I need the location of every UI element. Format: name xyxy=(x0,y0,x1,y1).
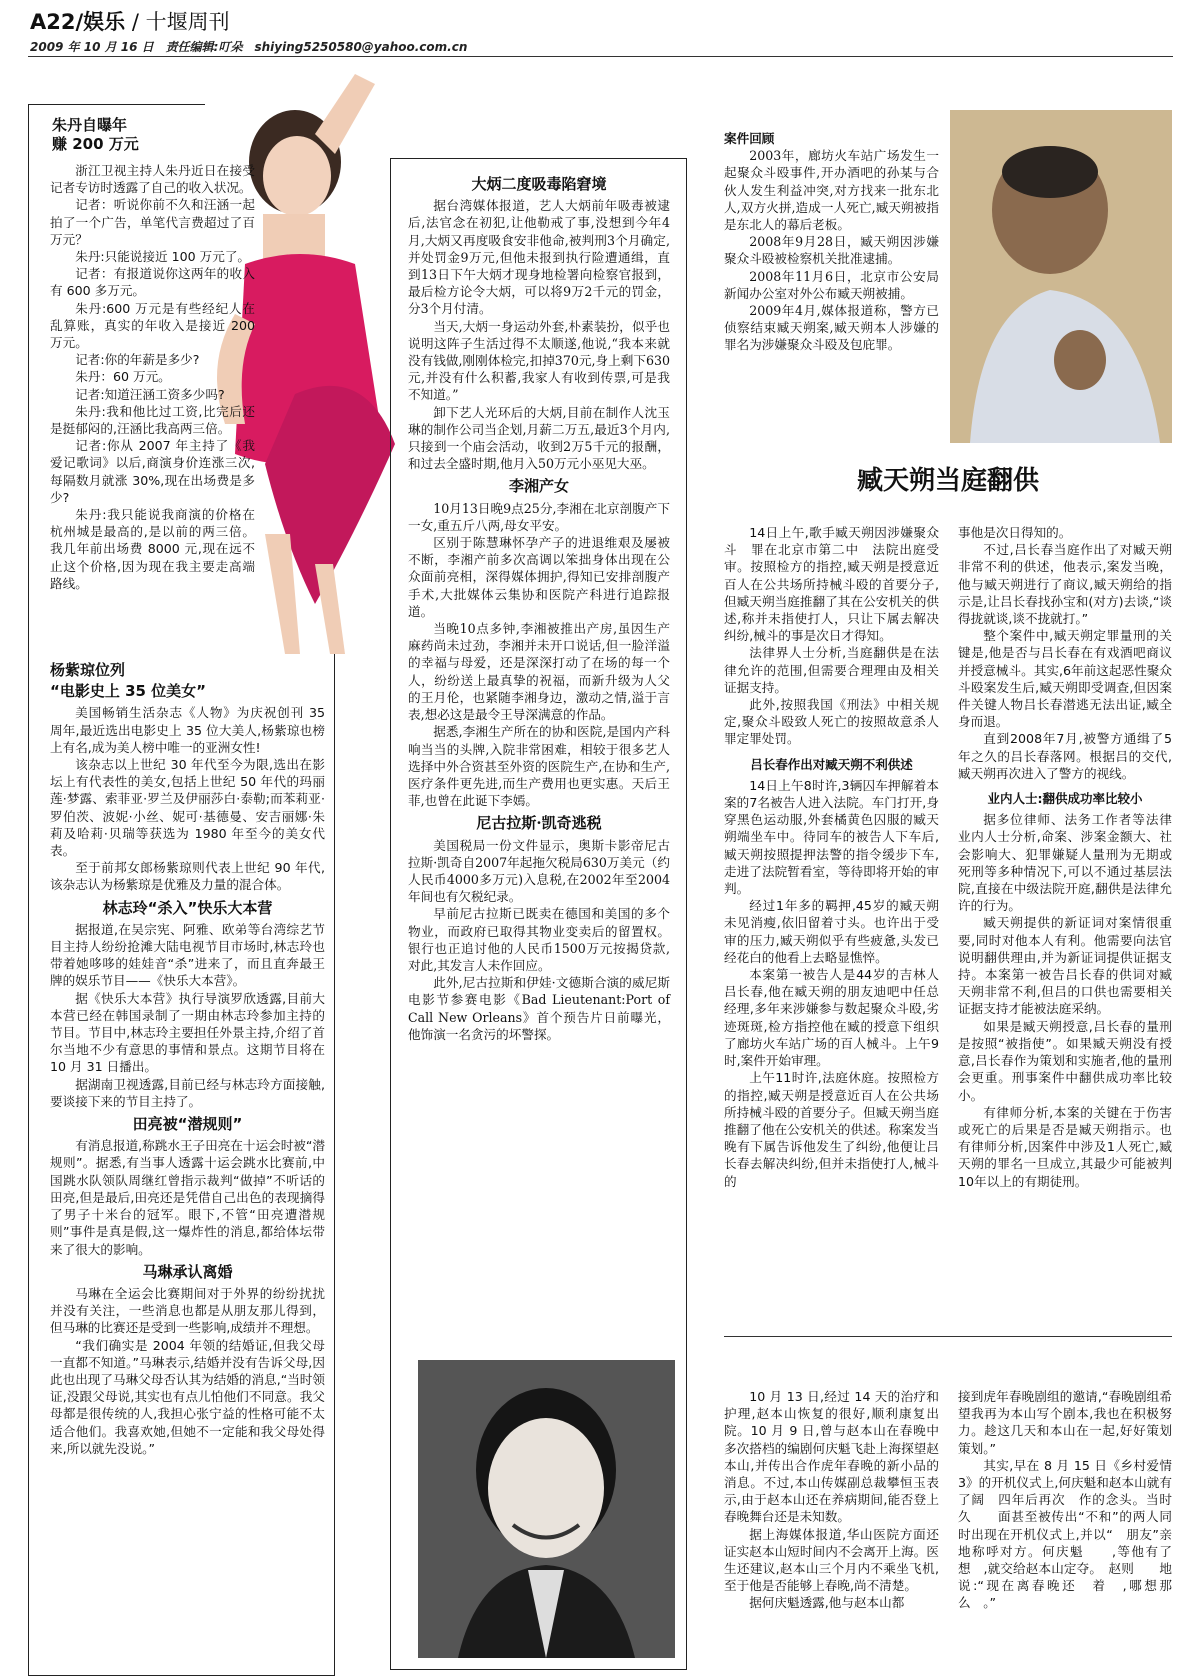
paragraph: 10 月 13 日,经过 14 天的治疗和护理,赵本山恢复的很好,顺利康复出院。10 月 9 日,曾与赵本山在春晚中多次搭档的编剧何庆魁飞赴上海探望赵本山,并传出合作虎年春晚的新小品的消息。不过,本山传媒副总裁攀恒玉表示,由于赵本山还在养病期间,能否登上春晚舞台还是未知数。 xyxy=(724,1389,939,1525)
zhudan-title-line2: 赚 200 万元 xyxy=(52,135,139,153)
paragraph: 记者:你从 2007 年主持了《我爱记歌词》以后,商演身价连涨三次,每隔数月就涨 30%,现在出场费是多少? xyxy=(50,438,255,505)
paragraph: 美国畅销生活杂志《人物》为庆祝创刊 35 周年,最近选出电影史上 35 位大美人,杨紫琼也榜上有名,成为美人榜中唯一的亚洲女性! xyxy=(50,705,325,755)
paragraph: 不过,吕长春当庭作出了对臧天朔非常不利的供述，他表示,案发当晚，他与臧天朔进行了商议,臧天朔给的指示是,让吕长春找孙宝和(对方)去谈,“谈得拢就谈,谈不拢就打。” xyxy=(958,542,1172,627)
zang-left-column xyxy=(724,524,939,1319)
paragraph: 2008年11月6日，北京市公安局新闻办公室对外公布臧天朔被捕。 xyxy=(724,268,939,301)
paragraph: 此外,按照我国《刑法》中相关规定,聚众斗殴致人死亡的按照故意杀人罪定罪处罚。 xyxy=(724,697,939,747)
paragraph: 区别于陈慧琳怀孕产子的进退维艰及屡被不断，李湘产前多次高调以笨拙身体出现在公众面前亮相，深得媒体拥护,得知已安排剖腹产手术,大批媒体云集协和医院产科进行追踪报道。 xyxy=(408,535,670,619)
masthead-separator: / xyxy=(125,10,146,34)
paragraph: 据湖南卫视透露,目前已经与林志玲方面接触,要谈接下来的节目主持了。 xyxy=(50,1076,325,1109)
paragraph: 据多位律师、法务工作者等法律业内人士分析,命案、涉案金额大、社会影响大、犯罪嫌疑人量刑为无期或死刑等多种情况下,可以不通过基层法院,直接在中级法院开庭,翻供是法律允许的行为。 xyxy=(958,812,1172,914)
paragraph: 该杂志以上世纪 30 年代至今为限,选出在影坛上有代表性的美女,包括上世纪 50 年代的玛丽莲·梦露、索菲亚·罗兰及伊丽莎白·泰勒;而苯莉亚·罗伯茨、波妮·小丝、妮可·基德曼、安吉丽娜·朱莉及哈莉·贝瑞等获选为 1980 年至今的美女代表。 xyxy=(50,757,325,859)
paragraph: 直到2008年7月,被警方通缉了5年之久的吕长春落网。根据吕的交代,臧天朔再次进入了警方的视线。 xyxy=(958,731,1172,781)
paragraph: 朱丹：60 万元。 xyxy=(75,369,171,385)
dabing-title: 大炳二度吸毒陷窘境 xyxy=(471,175,607,193)
dateline: 2009 年 10 月 16 日 责任编辑:叮朵 shiying5250580@yahoo.com.cn xyxy=(30,40,468,54)
paragraph: 本案第一被告人是44岁的吉林人吕长春,他在臧天朔的朋友迪吧中任总经理,多年来涉嫌参与数起聚众斗殴,劣迹斑斑,检方指控他在臧的授意下组织了廊坊火车站广场的百人械斗。上午9时,案件开始审理。 xyxy=(724,967,939,1069)
zang-photo xyxy=(950,110,1172,443)
paragraph: 此外,尼古拉斯和伊娃·文德斯合演的威尼斯电影节参赛电影《Bad Lieutenant:Port of Call New Orleans》首个预告片日前曝光，他饰演一名贪污的坏警探。 xyxy=(408,975,670,1042)
paragraph: 朱丹:只能说接近 100 万元了。 xyxy=(75,249,251,265)
paragraph: 经过1年多的羁押,45岁的臧天朔未见消瘦,依旧留着寸头。也许出于受审的压力,臧天朔似乎有些疲惫,头发已经花白的他看上去略显憔悴。 xyxy=(724,898,939,965)
paragraph: 据台湾媒体报道，艺人大炳前年吸毒被逮后,法官念在初犯,让他勒戒了事,没想到今年4月,大炳又再度吸食安非他命,被判刑3个月确定,并处罚金9万元,但他未报到执行险遭通缉，直到13日下午大炳才现身地检署向检察官报到，最后检方论令大炳，可以将9万2千元的罚金，分3个月付清。 xyxy=(408,198,670,317)
paragraph: 据上海媒体报道,华山医院方面还证实赵本山短时间内不会离开上海。医生还建议,赵本山三个月内不乘坐飞机,至于他是否能够上春晚,尚不清楚。 xyxy=(724,1526,939,1594)
paragraph: 14日上午,歌手臧天朔因涉嫌聚众斗 罪在北京市第二中 法院出庭受审。按照检方的指控,臧天朔是授意近百人在公共场所持械斗殴的首要分子,但臧天朔当庭推翻了其在公安机关的供述,称并未指使打人，只让下属去解决纠纷,械斗的事是次日才得知。 xyxy=(724,525,939,644)
paragraph: 据何庆魁透露,他与赵本山都 xyxy=(749,1595,905,1611)
paragraph: 2009年4月,媒体报道称，警方已侦察结束臧天朔案,臧天朔本人涉嫌的罪名为涉嫌聚众斗殴及包庇罪。 xyxy=(724,303,939,353)
paragraph: 记者：有报道说你这两年的收入有 600 多万元。 xyxy=(50,266,255,299)
paragraph: 有消息报道,称跳水王子田亮在十运会时被“潜规则”。据悉,有当事人透露十运会跳水比赛前,中国跳水队领队周继红曾指示裁判“做掉”不听话的田亮,但是最后,田亮还是凭借自己出色的表现摘得了男子十米台的冠军。眼下,不管“田亮遭潜规则”事件是真是假,这一爆炸性的消息,都给体坛带来了很大的影响。 xyxy=(50,1138,325,1257)
paragraph: 上午11时许,法庭休庭。按照检方的指控,臧天朔是授意近百人在公共场所持械斗殴的首要分子。但臧天朔当庭推翻了他在公安机关的供述。称案发当晚有下属告诉他发生了纠纷,他便让吕长春去解决纠纷,但并未指使打人,械斗的 xyxy=(724,1070,939,1189)
yang-title-line1: 杨紫琼位列 xyxy=(50,661,126,679)
cage-photo xyxy=(418,1360,675,1658)
paragraph: 记者:知道汪涵工资多少吗? xyxy=(75,386,225,402)
zhudan-article xyxy=(50,162,255,644)
paragraph: 如果是臧天朔授意,吕长春的量刑是按照“被指使”。如果臧天朔没有授意,吕长春作为策划和实施者,他的量刑会更重。刑事案件中翻供成功率比较小。 xyxy=(958,1018,1172,1103)
zhao-right-column xyxy=(958,1388,1185,1670)
case-review xyxy=(724,130,939,445)
paragraph: 据《快乐大本营》执行导演罗欣透露,目前大本营已经在韩国录制了一期由林志玲参加主持的节目。节目中,林志玲主要担任外景主持,介绍了首尔当地不少有意思的事情和景点。这期节目将在 10 月 31 日播出。 xyxy=(50,990,325,1075)
ma-title: 马琳承认离婚 xyxy=(142,1262,233,1281)
lin-title: 林志玲“杀入”快乐大本营 xyxy=(102,898,273,917)
col2-articles xyxy=(408,170,670,1370)
paragraph: 朱丹:我和他比过工资,比完后还是挺郁闷的,汪涵比我高两三倍。 xyxy=(50,403,255,437)
paragraph: 记者：听说你前不久和汪涵一起拍了一个广告，单笔代言费超过了百万元？ xyxy=(50,197,255,247)
paragraph: 早前尼古拉斯已既卖在德国和美国的多个物业，而政府已取得其物业变卖后的留置权。银行也正追讨他的人民币1500万元按揭贷款,对此,其发言人未作回应。 xyxy=(408,906,670,973)
paragraph: 据悉,李湘生产所在的协和医院,是国内产科响当当的头牌,入院非常困难，相较于很多艺人选择中外合资甚至外资的医院生产,在协和生产,医疗条件更先进,而生产费用也更实惠。天后王菲,也曾在此诞下李嫣。 xyxy=(408,724,670,809)
paragraph: 其实,早在 8 月 15 日《乡村爱情 3》的开机仪式上,何庆魁和赵本山就有了阔 四年后再次 作的念头。当时久 面甚至被传出“不和”的两人同时出现在开机仪式上,并以“ 朋友”亲 地称呼对方。何庆魁 ,等他有了想 ,就交给赵本山定夺。 赵则 地说:“现在离春晚还 着 ,哪想那么 。” xyxy=(958,1457,1185,1611)
paragraph: 有律师分析,本案的关键在于伤害或死亡的后果是否是臧天朔指示。也有律师分析,因案件中涉及1人死亡,臧天朔的罪名一旦成立,其最少可能被判10年以上的有期徒刑。 xyxy=(958,1104,1172,1189)
zhudan-title-line1: 朱丹自曝年 xyxy=(52,116,128,134)
paragraph: 至于前邦女郎杨紫琼则代表上世纪 90 年代,该杂志认为杨紫琼是优雅及力量的混合体。 xyxy=(50,860,325,893)
paragraph: 美国税局一份文件显示，奥斯卡影帝尼古拉斯·凯奇自2007年起拖欠税局630万美元（约人民币4000多万元)入息税,在2002年至2004年间也有欠税纪录。 xyxy=(408,837,670,905)
section-name: 娱乐 xyxy=(83,10,126,34)
zhudan-title xyxy=(52,116,202,156)
cage-title: 尼古拉斯·凯奇逃税 xyxy=(476,814,602,833)
paragraph: 据报道,在吴宗宪、阿雅、欧弟等台湾综艺节目主持人纷纷抢滩大陆电视节目市场时,林志玲也带着她哆哆的娃娃音“杀”进来了，而且直奔最王牌的娱乐节目——《快乐大本营》。 xyxy=(50,921,325,989)
paragraph: 卸下艺人光环后的大炳,目前在制作人沈玉琳的制作公司当企划,月薪二万五,最近3个月内,只接到一个庙会活动，收到2万5千元的报酬，和过去全盛时期,他月入50万元小巫见大巫。 xyxy=(408,404,670,472)
review-title: 案件回顾 xyxy=(724,131,775,146)
paragraph: 法律界人士分析,当庭翻供是在法律允许的范围,但需要合理理由及相关证据支持。 xyxy=(724,645,939,695)
subhead-insider: 业内人士:翻供成功率比较小 xyxy=(987,791,1143,807)
header-rule xyxy=(28,56,1173,57)
lixiang-title: 李湘产女 xyxy=(508,477,569,496)
subhead-lv: 吕长春作出对臧天朔不利供述 xyxy=(750,756,913,772)
zang-right-column xyxy=(958,524,1172,1319)
tian-title: 田亮被“潜规则” xyxy=(132,1115,243,1134)
zhao-left-column xyxy=(724,1388,939,1670)
paper-name: 十堰周刊 xyxy=(145,10,230,34)
paragraph: 2003年，廊坊火车站广场发生一起聚众斗殴事件,开办酒吧的孙某与合伙人发生利益冲突,对方找来一批东北人,双方火拼,造成一人死亡,臧天朔被指是东北人的幕后老板。 xyxy=(724,148,939,233)
paragraph: 浙江卫视主持人朱丹近日在接受记者专访时透露了自己的收入状况。 xyxy=(50,163,255,196)
paragraph: 当晚10点多钟,李湘被推出产房,虽因生产麻药尚未过劲，李湘并未开口说话,但一脸洋溢的幸福与母爱，还是深深打动了在场的每一个人，纷纷送上最真挚的祝福，而新升级为人父的王月伦，也紧随李湘身边，激动之情,溢于言表,想必这是最令王导深满意的作品。 xyxy=(408,621,670,723)
paragraph: 10月13日晚9点25分,李湘在北京剖腹产下一女,重五斤八两,母女平安。 xyxy=(408,500,670,533)
paragraph: 当天,大炳一身运动外套,朴素装扮，似乎也说明这阵子生活过得不太顺遂,他说,“我本来就没有钱做,刚刚体检完,扣掉370元,身上剩下630元,并没有什么积蓄,我家人有收到传票,可是我不知道。” xyxy=(408,318,670,403)
paragraph: 记者:你的年薪是多少? xyxy=(75,352,200,368)
masthead xyxy=(30,6,230,36)
paragraph: 马琳在全运会比赛期间对于外界的纷纷扰扰并没有关注，一些消息也都是从朋友那儿得到，但马琳的比赛还是受到一些影响,成绩并不理想。 xyxy=(50,1285,325,1336)
paragraph: “我们确实是 2004 年领的结婚证,但我父母一直都不知道。”马琳表示,结婚并没有告诉父母,因此也出现了马琳父母否认其为结婚的消息,“当时领证,没跟父母说,其实也有点儿怕他们不同意。我父母都是很传统的人,我担心张宁益的性格可能不太适合他们。我喜欢她,但她不一定能和我父母处得来,所以就先没说。” xyxy=(50,1337,325,1456)
page-number: A22/ xyxy=(30,10,84,34)
zang-headline: 臧天朔当庭翻供 xyxy=(856,466,1039,496)
paragraph: 接到虎年春晚剧组的邀请,“春晚剧组希望我再为本山写个剧本,我也在积极努力。趁这几天和本山在一起,好好策划策划。” xyxy=(958,1389,1172,1456)
paragraph: 事他是次日得知的。 xyxy=(958,525,1072,540)
yang-title-line2: “电影史上 35 位美女” xyxy=(50,682,207,701)
paragraph: 臧天朔提供的新证词对案情很重要,同时对他本人有利。他需要向法官说明翻供理由,并为新证词提供证据支持。本案第一被告吕长春的供词对臧天朔非常不利,但吕的口供也需要相关证据支持才能被法庭采纳。 xyxy=(958,915,1172,1017)
col1-lower xyxy=(50,656,325,1666)
paragraph: 14日上午8时许,3辆囚车押解着本案的7名被告人进入法院。车门打开,身穿黑色运动服,外套橘黄色囚服的臧天朔端坐车中。待同车的被告人下车后,臧天朔按照提押法警的指令缓步下车,走进了法院暂看室，等待即将开始的审判。 xyxy=(724,777,939,897)
paragraph: 朱丹:我只能说我商演的价格在杭州城是最高的,是以前的两三倍。我几年前出场费 8000 元,现在远不止这个价格,因为现在我主要走高端路线。 xyxy=(50,507,255,591)
section-divider xyxy=(724,1336,1172,1337)
paragraph: 2008年9月28日，臧天朔因涉嫌聚众斗殴被检察机关批准逮捕。 xyxy=(724,234,939,267)
paragraph: 整个案件中,臧天朔定罪量刑的关键是,他是否与吕长春在有戏酒吧商议并授意械斗。其实,6年前这起恶性聚众斗殴案发生后,臧天朔即受调查,但因案件关键人物吕长春潜逃无法出证,臧全身而退。 xyxy=(958,628,1172,730)
paragraph: 朱丹:600 万元是有些经纪人在乱算账，真实的年收入是接近 200 万元。 xyxy=(50,300,255,351)
